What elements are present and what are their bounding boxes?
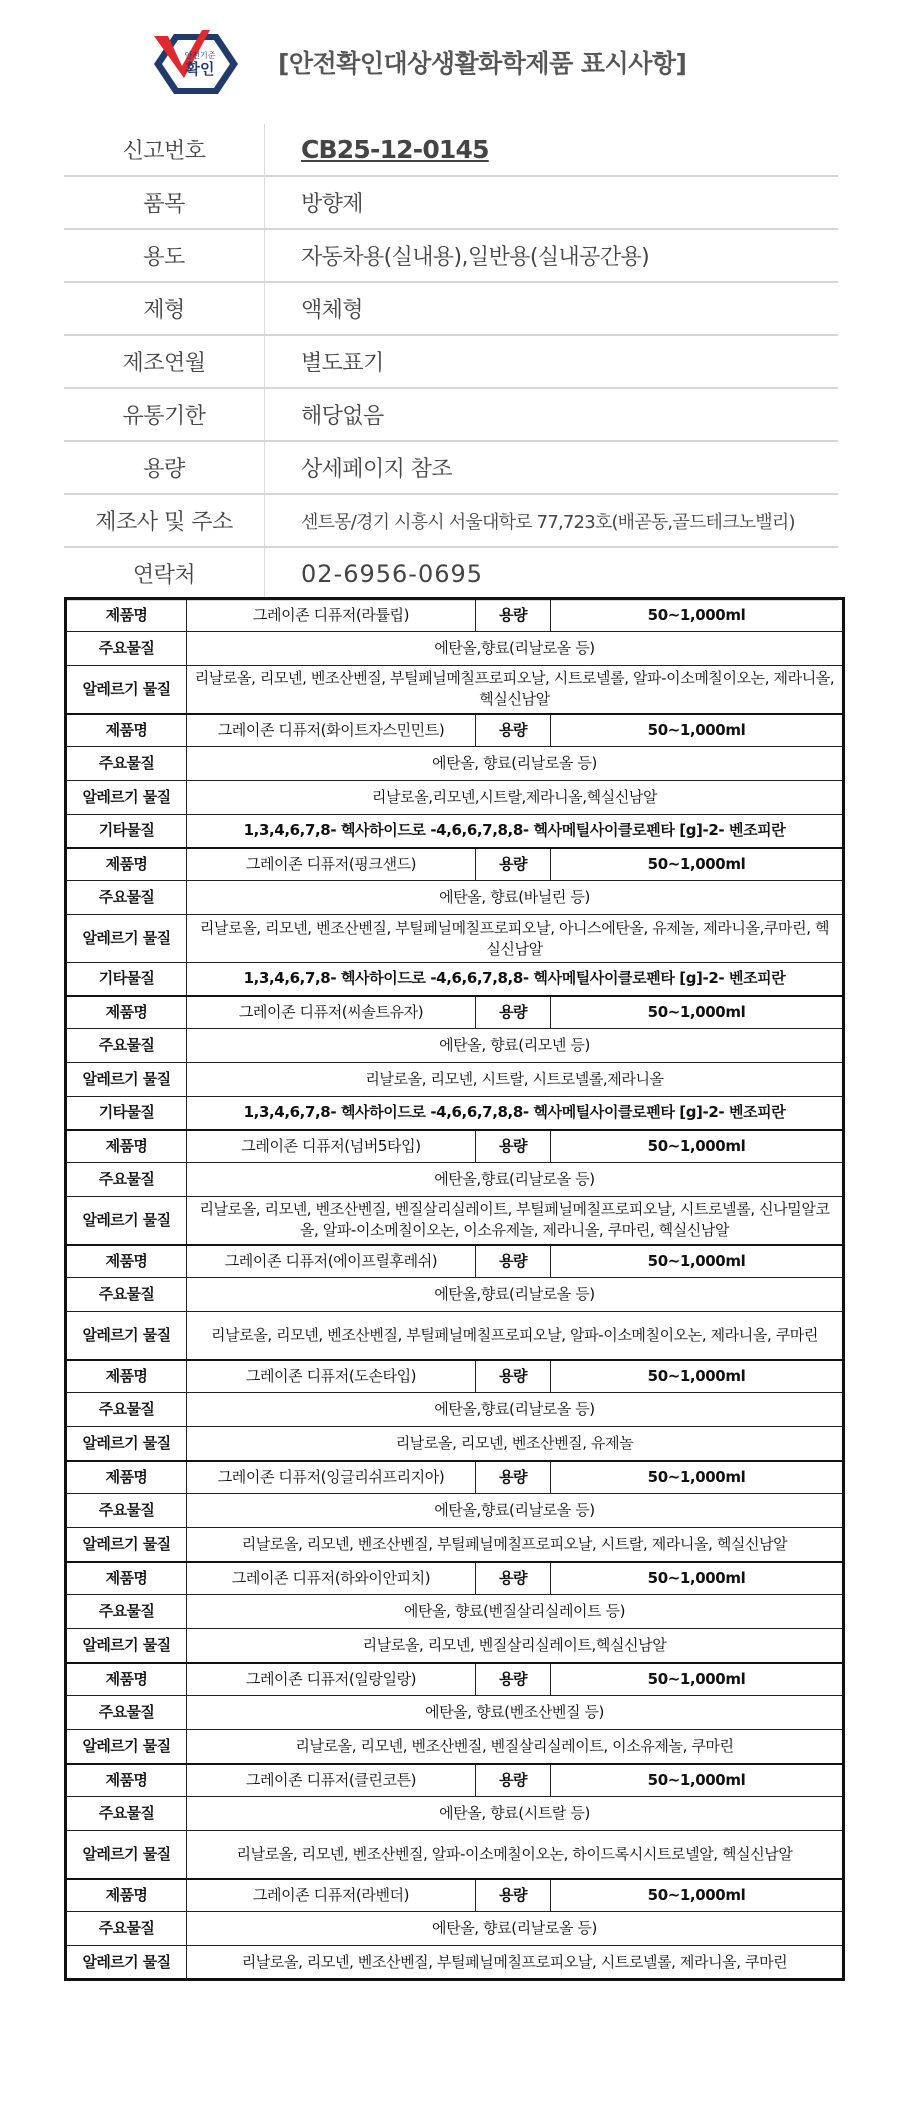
main-substance-value: 에탄올, 향료(벤질살리실레이트 등): [187, 1595, 844, 1629]
allergy-row: [66, 1312, 844, 1360]
allergy-label: 알레르기 물질: [66, 1197, 187, 1245]
allergy-label: 알레르기 물질: [66, 1528, 187, 1562]
allergy-label: 알레르기 물질: [66, 1831, 187, 1879]
main-substance-label: 주요물질: [66, 1278, 187, 1312]
allergy-label: 알레르기 물질: [66, 915, 187, 963]
main-substance-label: 주요물질: [66, 1494, 187, 1528]
main-substance-value: 에탄올,향료(리날로올 등): [187, 1278, 844, 1312]
product-capacity: 50~1,000ml: [551, 1879, 844, 1912]
product-name-row: [66, 1461, 844, 1494]
document-title: [안전확인대상생활화학제품 표시사항]: [278, 49, 687, 78]
info-label: 신고번호: [122, 139, 206, 164]
info-row-report-number: [64, 124, 838, 177]
capacity-label: 용량: [476, 1360, 551, 1393]
info-label: 품목: [143, 192, 185, 217]
main-substance-row: [66, 1595, 844, 1629]
product-name: 그레이존 디퓨저(씨솔트유자): [187, 996, 476, 1029]
main-substance-value: 에탄올, 향료(리모넨 등): [187, 1029, 844, 1063]
product-name-label: 제품명: [66, 1130, 187, 1163]
product-name-label: 제품명: [66, 714, 187, 747]
allergy-label: 알레르기 물질: [66, 666, 187, 714]
allergy-value: 리날로올, 리모넨, 벤조산벤질, 알파-이소메칠이오논, 하이드록시시트로넬알, 헥실신남알: [187, 1831, 844, 1879]
product-name-row: [66, 714, 844, 747]
other-substance-label: 기타물질: [66, 815, 187, 848]
info-row-expiry: [64, 389, 838, 442]
allergy-value: 리날로올, 리모넨, 벤조산벤질, 유제놀: [187, 1427, 844, 1461]
product-name-label: 제품명: [66, 1764, 187, 1797]
product-name: 그레이존 디퓨저(화이트자스민민트): [187, 714, 476, 747]
allergy-label: 알레르기 물질: [66, 781, 187, 815]
product-name-row: [66, 848, 844, 881]
allergy-value: 리날로올, 리모넨, 시트랄, 시트로넬롤,제라니올: [187, 1063, 844, 1097]
main-substance-row: [66, 1029, 844, 1063]
logo-top-text: 안전기준: [184, 51, 216, 60]
main-substance-row: [66, 1163, 844, 1197]
main-substance-row: [66, 1912, 844, 1946]
allergy-value: 리날로올, 리모넨, 벤조산벤질, 부틸페닐메칠프로피오날, 아니스에탄올, 유제놀, 제라니올,쿠마린, 헥실신남알: [187, 915, 844, 963]
product-name: 그레이존 디퓨저(클린코튼): [187, 1764, 476, 1797]
product-name-row: [66, 996, 844, 1029]
info-label: 제조사 및 주소: [95, 510, 233, 535]
product-capacity: 50~1,000ml: [551, 599, 844, 632]
main-substance-label: 주요물질: [66, 1912, 187, 1946]
allergy-row: [66, 1629, 844, 1663]
info-label: 유통기한: [122, 404, 206, 429]
main-substance-value: 에탄올, 향료(벤조산벤질 등): [187, 1696, 844, 1730]
main-substance-label: 주요물질: [66, 1393, 187, 1427]
main-substance-label: 주요물질: [66, 747, 187, 781]
product-name-label: 제품명: [66, 996, 187, 1029]
info-label: 용량: [143, 457, 185, 482]
other-substance-row: [66, 1097, 844, 1130]
allergy-label: 알레르기 물질: [66, 1730, 187, 1764]
main-substance-row: [66, 632, 844, 666]
main-substance-row: [66, 747, 844, 781]
capacity-label: 용량: [476, 1879, 551, 1912]
allergy-value: 리날로올, 리모넨, 벤조산벤질, 부틸페닐메칠프로피오날, 시트랄, 제라니올, 헥실신남알: [187, 1528, 844, 1562]
main-substance-row: [66, 1393, 844, 1427]
info-value: 방향제: [301, 192, 363, 217]
product-capacity: 50~1,000ml: [551, 1461, 844, 1494]
info-value: 센트몽/경기 시흥시 서울대학로 77,723호(배곧동,골드테크노밸리): [301, 511, 795, 533]
allergy-value: 리날로올, 리모넨, 벤조산벤질, 부틸페닐메칠프로피오날, 시트로넬롤, 알파-이소메칠이오논, 제라니올, 헥실신남알: [187, 666, 844, 714]
report-number-link[interactable]: CB25-12-0145: [301, 135, 489, 164]
allergy-row: [66, 1063, 844, 1097]
allergy-row: [66, 781, 844, 815]
product-name-row: [66, 1562, 844, 1595]
other-substance-label: 기타물질: [66, 1097, 187, 1130]
product-name-label: 제품명: [66, 1562, 187, 1595]
product-name: 그레이존 디퓨저(넘버5타입): [187, 1130, 476, 1163]
main-substance-label: 주요물질: [66, 1029, 187, 1063]
product-name: 그레이존 디퓨저(잉글리쉬프리지아): [187, 1461, 476, 1494]
product-capacity: 50~1,000ml: [551, 1764, 844, 1797]
main-substance-label: 주요물질: [66, 632, 187, 666]
allergy-row: [66, 915, 844, 963]
page-header: [0, 0, 907, 128]
allergy-row: [66, 1528, 844, 1562]
product-capacity: 50~1,000ml: [551, 848, 844, 881]
main-substance-label: 주요물질: [66, 881, 187, 915]
main-substance-label: 주요물질: [66, 1163, 187, 1197]
allergy-label: 알레르기 물질: [66, 1946, 187, 1980]
info-value: 액체형: [301, 298, 363, 323]
allergy-value: 리날로올, 리모넨, 벤조산벤질, 벤질살리실레이트, 이소유제놀, 쿠마린: [187, 1730, 844, 1764]
main-substance-value: 에탄올,향료(리날로올 등): [187, 1393, 844, 1427]
main-substance-value: 에탄올,향료(리날로올 등): [187, 632, 844, 666]
info-value: 별도표기: [301, 351, 384, 376]
allergy-label: 알레르기 물질: [66, 1063, 187, 1097]
product-name-label: 제품명: [66, 1360, 187, 1393]
allergy-label: 알레르기 물질: [66, 1427, 187, 1461]
product-capacity: 50~1,000ml: [551, 1562, 844, 1595]
allergy-row: [66, 1730, 844, 1764]
capacity-label: 용량: [476, 996, 551, 1029]
allergy-value: 리날로올,리모넨,시트랄,제라니올,헥실신남알: [187, 781, 844, 815]
product-name-row: [66, 599, 844, 632]
capacity-label: 용량: [476, 714, 551, 747]
main-substance-row: [66, 1278, 844, 1312]
capacity-label: 용량: [476, 1245, 551, 1278]
info-label: 제조연월: [122, 351, 206, 376]
info-value: 자동차용(실내용),일반용(실내공간용): [301, 245, 650, 270]
product-name-row: [66, 1879, 844, 1912]
allergy-value: 리날로올, 리모넨, 벤조산벤질, 부틸페닐메칠프로피오날, 시트로넬롤, 제라니올, 쿠마린: [187, 1946, 844, 1980]
other-substance-label: 기타물질: [66, 963, 187, 996]
main-substance-value: 에탄올, 향료(시트랄 등): [187, 1797, 844, 1831]
product-name: 그레이존 디퓨저(라튤립): [187, 599, 476, 632]
main-substance-row: [66, 1797, 844, 1831]
allergy-row: [66, 1197, 844, 1245]
main-substance-value: 에탄올, 향료(바닐린 등): [187, 881, 844, 915]
info-row-manufacturer: [64, 495, 838, 548]
product-name-label: 제품명: [66, 1879, 187, 1912]
info-table: [64, 124, 838, 601]
info-row-item: [64, 177, 838, 230]
product-name: 그레이존 디퓨저(일랑일랑): [187, 1663, 476, 1696]
other-substance-row: [66, 963, 844, 996]
info-label: 용도: [143, 245, 185, 270]
product-name-label: 제품명: [66, 848, 187, 881]
product-name-row: [66, 1130, 844, 1163]
product-capacity: 50~1,000ml: [551, 714, 844, 747]
allergy-row: [66, 1831, 844, 1879]
capacity-label: 용량: [476, 599, 551, 632]
info-label: 제형: [143, 298, 185, 323]
main-substance-row: [66, 881, 844, 915]
info-row-contact: [64, 548, 838, 601]
info-value: 상세페이지 참조: [301, 457, 452, 482]
product-name-row: [66, 1245, 844, 1278]
product-name-label: 제품명: [66, 1461, 187, 1494]
allergy-label: 알레르기 물질: [66, 1629, 187, 1663]
product-name-label: 제품명: [66, 599, 187, 632]
allergy-value: 리날로올, 리모넨, 벤조산벤질, 부틸페닐메칠프로피오날, 알파-이소메칠이오논, 제라니올, 쿠마린: [187, 1312, 844, 1360]
product-capacity: 50~1,000ml: [551, 1130, 844, 1163]
product-capacity: 50~1,000ml: [551, 1245, 844, 1278]
allergy-row: [66, 666, 844, 714]
product-name-row: [66, 1663, 844, 1696]
info-row-form: [64, 283, 838, 336]
info-label: 연락처: [132, 563, 196, 588]
product-name-row: [66, 1764, 844, 1797]
other-substance-value: 1,3,4,6,7,8- 헥사하이드로 -4,6,6,7,8,8- 헥사메틸사이클로펜타 [g]-2- 벤조피란: [187, 963, 844, 996]
main-substance-value: 에탄올,향료(리날로올 등): [187, 1163, 844, 1197]
product-table: [64, 597, 845, 1981]
info-row-usage: [64, 230, 838, 283]
allergy-row: [66, 1427, 844, 1461]
contact-phone: 02-6956-0695: [301, 559, 484, 588]
product-name: 그레이존 디퓨저(에이프릴후레쉬): [187, 1245, 476, 1278]
main-substance-label: 주요물질: [66, 1595, 187, 1629]
product-name-label: 제품명: [66, 1663, 187, 1696]
allergy-label: 알레르기 물질: [66, 1312, 187, 1360]
product-name-row: [66, 1360, 844, 1393]
product-name-label: 제품명: [66, 1245, 187, 1278]
product-name: 그레이존 디퓨저(하와이안피치): [187, 1562, 476, 1595]
main-substance-row: [66, 1696, 844, 1730]
main-substance-value: 에탄올, 향료(리날로올 등): [187, 1912, 844, 1946]
info-row-manufacture-date: [64, 336, 838, 389]
allergy-value: 리날로올, 리모넨, 벤조산벤질, 벤질살리실레이트, 부틸페닐메칠프로피오날, 시트로넬롤, 신나밀알코올, 알파-이소메칠이오논, 이소유제놀, 제라니올, 쿠마린, 헥실신남알: [187, 1197, 844, 1245]
logo-main-text: 확인: [185, 60, 215, 78]
capacity-label: 용량: [476, 1130, 551, 1163]
product-name: 그레이존 디퓨저(핑크샌드): [187, 848, 476, 881]
capacity-label: 용량: [476, 848, 551, 881]
other-substance-value: 1,3,4,6,7,8- 헥사하이드로 -4,6,6,7,8,8- 헥사메틸사이클로펜타 [g]-2- 벤조피란: [187, 1097, 844, 1130]
product-name: 그레이존 디퓨저(라벤더): [187, 1879, 476, 1912]
capacity-label: 용량: [476, 1461, 551, 1494]
other-substance-value: 1,3,4,6,7,8- 헥사하이드로 -4,6,6,7,8,8- 헥사메틸사이클로펜타 [g]-2- 벤조피란: [187, 815, 844, 848]
capacity-label: 용량: [476, 1562, 551, 1595]
allergy-value: 리날로올, 리모넨, 벤질살리실레이트,헥실신남알: [187, 1629, 844, 1663]
product-capacity: 50~1,000ml: [551, 1360, 844, 1393]
main-substance-row: [66, 1494, 844, 1528]
allergy-row: [66, 1946, 844, 1980]
other-substance-row: [66, 815, 844, 848]
main-substance-label: 주요물질: [66, 1696, 187, 1730]
product-name: 그레이존 디퓨저(도손타입): [187, 1360, 476, 1393]
product-capacity: 50~1,000ml: [551, 1663, 844, 1696]
info-value: 해당없음: [301, 404, 384, 429]
product-capacity: 50~1,000ml: [551, 996, 844, 1029]
info-row-capacity: [64, 442, 838, 495]
main-substance-label: 주요물질: [66, 1797, 187, 1831]
main-substance-value: 에탄올, 향료(리날로올 등): [187, 747, 844, 781]
capacity-label: 용량: [476, 1764, 551, 1797]
capacity-label: 용량: [476, 1663, 551, 1696]
safety-confirmed-logo-icon: [152, 28, 240, 100]
main-substance-value: 에탄올,향료(리날로올 등): [187, 1494, 844, 1528]
